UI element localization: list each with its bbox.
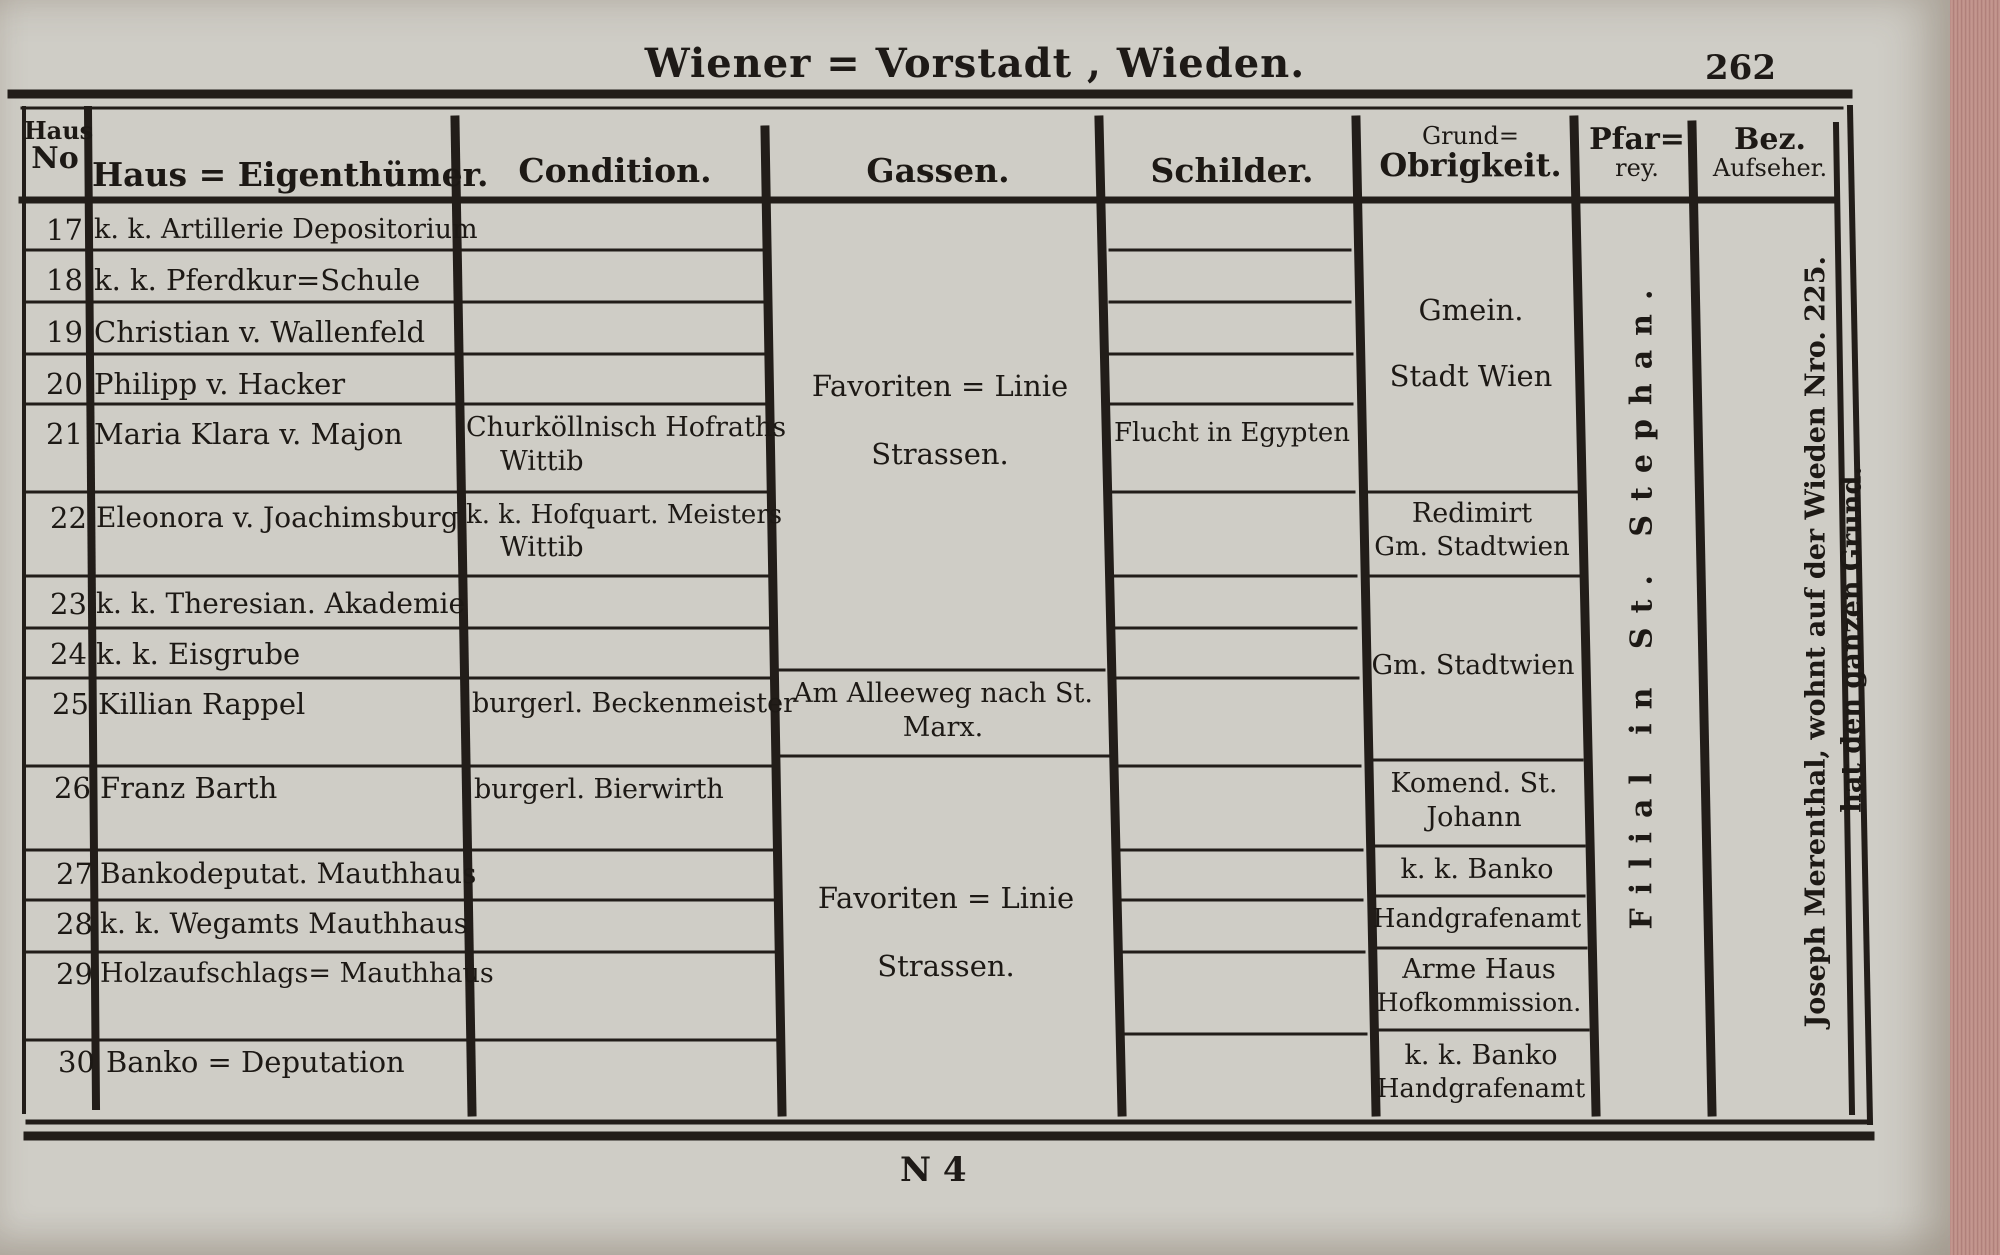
- owner-cell: k. k. Pferdkur=Schule: [94, 263, 421, 297]
- obrigkeit-cell: Redimirt: [1411, 498, 1533, 529]
- gassen-cell: Favoriten = Linie: [817, 881, 1075, 915]
- condition-cell: burgerl. Beckenmeister: [472, 688, 797, 719]
- row-no: 24: [50, 637, 87, 671]
- column-header-pfarrey: Pfar= rey.: [1589, 122, 1685, 182]
- row-no: 21: [46, 417, 83, 451]
- row-no: 28: [56, 907, 93, 941]
- row-no: 26: [54, 771, 91, 805]
- book-page-edge: [1950, 0, 2000, 1255]
- owner-cell: k. k. Wegamts Mauthhaus: [100, 907, 469, 940]
- obrigkeit-cell: Gmein.: [1418, 293, 1524, 327]
- condition-cell: k. k. Hofquart. Meisters: [466, 500, 783, 530]
- obrigkeit-cell: Arme Haus: [1402, 954, 1556, 985]
- gassen-cell: Am Alleeweg nach St.: [793, 678, 1093, 709]
- owner-cell: Killian Rappel: [98, 687, 306, 721]
- column-header-obrigkeit: Grund= Obrigkeit.: [1379, 122, 1562, 185]
- aufseher-vertical-text: Joseph Merenthal, wohnt auf der Wieden Nro. 225.: [1800, 256, 1832, 1028]
- owner-cell: Maria Klara v. Majon: [94, 417, 403, 451]
- page-title: Wiener = Vorstadt , Wieden.: [644, 40, 1306, 87]
- owner-cell: Christian v. Wallenfeld: [94, 315, 426, 349]
- page-number: 262: [1705, 48, 1776, 88]
- row-no: 20: [46, 367, 83, 401]
- schilder-cell: Flucht in Egypten: [1114, 418, 1350, 448]
- row-no: 27: [56, 857, 93, 891]
- row-no: 25: [52, 687, 89, 721]
- column-header-owner: Haus = Eigenthümer.: [92, 155, 489, 194]
- owner-cell: k. k. Theresian. Akademie: [96, 587, 466, 620]
- owner-cell: Eleonora v. Joachimsburg: [96, 501, 459, 534]
- owner-cell: Philipp v. Hacker: [94, 367, 346, 401]
- owner-cell: Banko = Deputation: [106, 1045, 405, 1079]
- signature-mark: N 4: [900, 1150, 967, 1190]
- obrigkeit-cell: Gm. Stadtwien: [1371, 650, 1575, 681]
- obrigkeit-cell: k. k. Banko: [1400, 854, 1554, 885]
- row-no: 19: [46, 315, 83, 349]
- obrigkeit-cell: Gm. Stadtwien: [1374, 532, 1570, 562]
- obrigkeit-cell: Johann: [1426, 802, 1522, 833]
- condition-cell: Wittib: [500, 532, 584, 563]
- column-header-condition: Condition.: [518, 151, 712, 190]
- column-header-gassen: Gassen.: [866, 151, 1010, 190]
- column-header-no: Haus No: [24, 116, 94, 177]
- pfarrey-vertical-text: Filial in St. Stephan.: [1624, 275, 1660, 930]
- owner-cell: k. k. Artillerie Depositorium: [94, 214, 478, 245]
- obrigkeit-cell: k. k. Banko: [1404, 1040, 1558, 1071]
- row-no: 18: [46, 263, 83, 297]
- column-header-aufseher: Bez. Aufseher.: [1712, 122, 1828, 182]
- row-no: 30: [58, 1045, 95, 1079]
- obrigkeit-cell: Stadt Wien: [1389, 359, 1553, 393]
- row-no: 29: [56, 957, 93, 991]
- owner-cell: Holzaufschlags= Mauthhaus: [100, 958, 494, 989]
- gassen-cell: Strassen.: [877, 949, 1015, 983]
- row-no: 17: [46, 213, 83, 247]
- row-no: 23: [50, 587, 87, 621]
- condition-cell: Churköllnisch Hofraths: [466, 412, 787, 443]
- gassen-cell: Marx.: [902, 712, 984, 743]
- condition-cell: burgerl. Bierwirth: [474, 774, 724, 805]
- owner-cell: Bankodeputat. Mauthhaus: [100, 857, 477, 890]
- aufseher-vertical-text: hat den ganzen Grund.: [1836, 466, 1868, 813]
- obrigkeit-cell: Handgrafenamt: [1372, 904, 1582, 934]
- obrigkeit-cell: Komend. St.: [1390, 768, 1558, 799]
- obrigkeit-cell: Handgrafenamt: [1376, 1074, 1586, 1104]
- gassen-cell: Strassen.: [871, 437, 1009, 471]
- gassen-cell: Favoriten = Linie: [811, 369, 1069, 403]
- owner-cell: Franz Barth: [100, 771, 278, 805]
- row-no: 22: [50, 501, 87, 535]
- condition-cell: Wittib: [500, 446, 584, 477]
- obrigkeit-cell: Hofkommission.: [1376, 988, 1582, 1017]
- owner-cell: k. k. Eisgrube: [96, 637, 301, 671]
- column-header-schilder: Schilder.: [1150, 151, 1314, 190]
